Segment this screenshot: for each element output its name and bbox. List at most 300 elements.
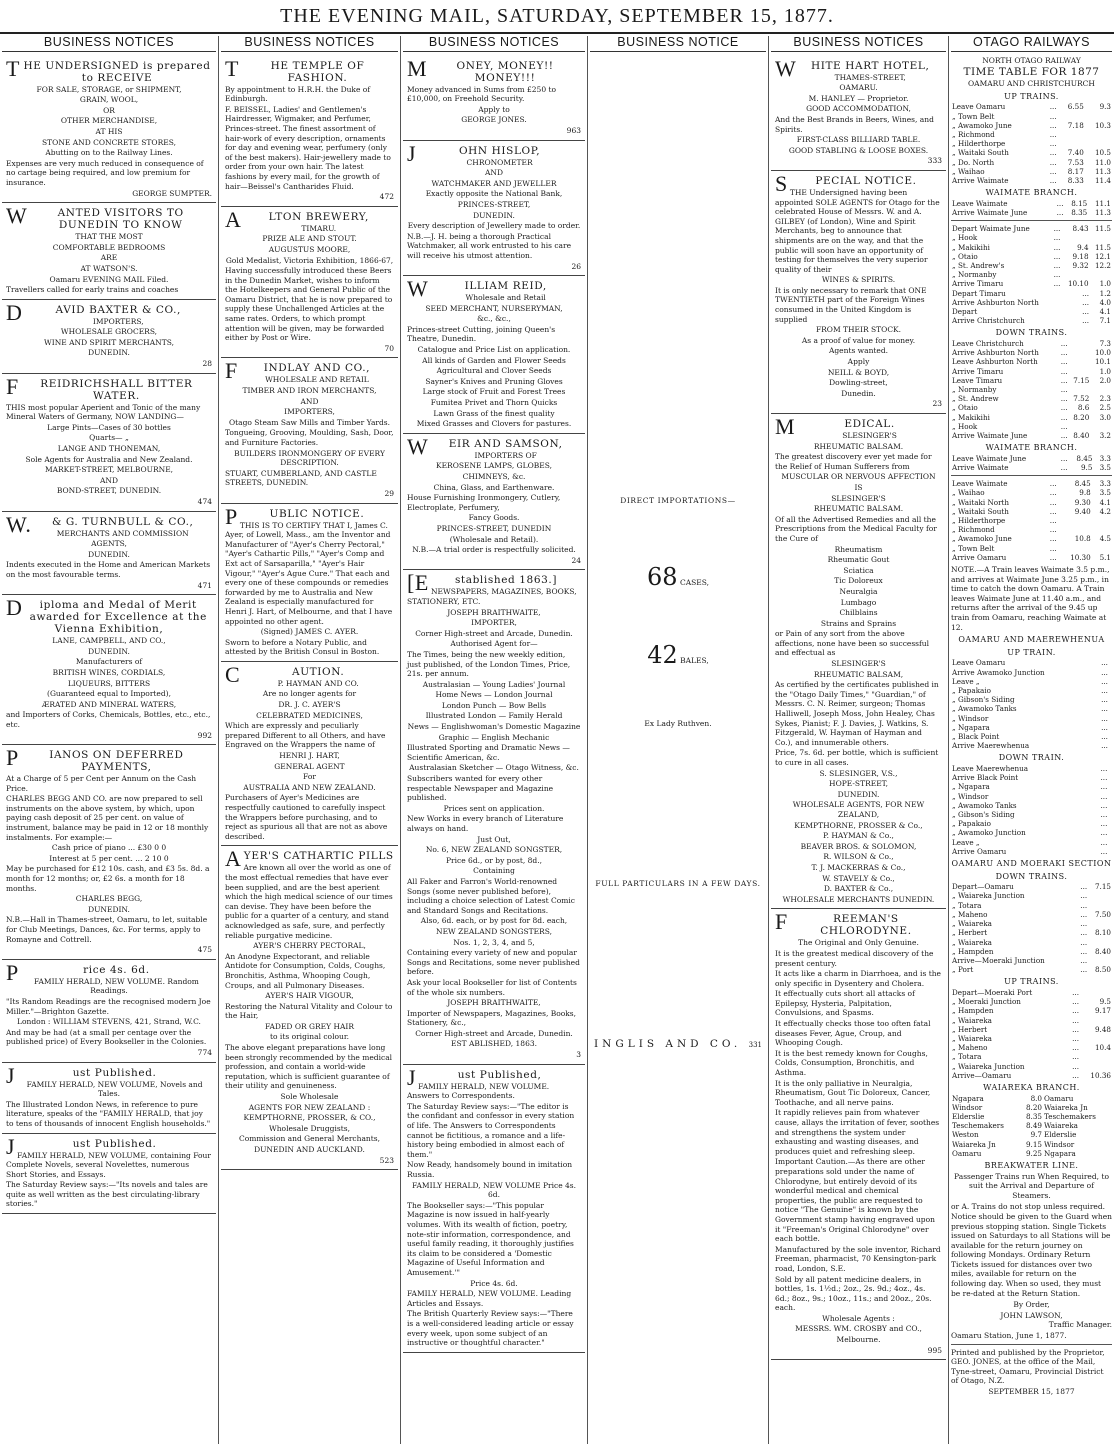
ad-line: CELEBRATED MEDICINES, bbox=[256, 710, 363, 720]
time-cell: Waiareka Jn bbox=[1044, 1102, 1088, 1112]
timetable-row bbox=[951, 928, 1112, 937]
timetable-row bbox=[951, 394, 1112, 403]
station-name: „ Herbert bbox=[952, 1024, 988, 1034]
station-name: Arrive Waimate June bbox=[952, 431, 1028, 441]
station-name: Arrive Maerewhenua bbox=[952, 741, 1030, 751]
time-cell bbox=[1108, 764, 1112, 773]
station-name: „ Makikihi bbox=[952, 412, 990, 422]
ad-line: ÆRATED AND MINERAL WATERS, bbox=[41, 699, 177, 709]
ad-line: News — Englishwoman's Domestic Magazine bbox=[407, 722, 581, 732]
time-cell: ... bbox=[1049, 552, 1057, 562]
ad-headline: PUBLIC NOTICE. bbox=[225, 503, 365, 529]
time-cell bbox=[1080, 1016, 1112, 1025]
ad-line: Agricultural and Clover Seeds bbox=[436, 366, 552, 376]
time-cell: ... bbox=[1101, 686, 1108, 696]
station-name: Arrive—Moeraki Junction bbox=[952, 955, 1045, 965]
ad-line: Lawn Grass of the finest quality bbox=[433, 408, 555, 418]
ad-line: Now Ready, handsomely bound in imitation Russia. bbox=[407, 1160, 573, 1179]
timetable-row bbox=[951, 668, 1112, 677]
time-cell bbox=[1109, 677, 1112, 686]
time-cell bbox=[1058, 139, 1085, 148]
time-cell: 8.45 bbox=[1076, 453, 1093, 463]
station-name: „ Normanby bbox=[952, 270, 997, 280]
timetable-row bbox=[951, 1140, 1112, 1149]
time-cell: ... bbox=[1053, 270, 1061, 280]
time-cell: ... bbox=[1049, 516, 1057, 526]
ad-line: (Wholesale and Retail). bbox=[449, 534, 539, 544]
christchurch-up-table bbox=[951, 224, 1112, 288]
ad-line: Also, 6d. each, or by post for 8d. each, bbox=[420, 916, 568, 926]
ad-line: Rheumatism bbox=[834, 544, 883, 554]
time-cell: 10.10 bbox=[1067, 279, 1089, 289]
ad-line: Interest at 5 per cent. ... 2 10 0 bbox=[49, 853, 169, 863]
time-cell: 8.49 bbox=[1025, 1121, 1042, 1131]
ad-line: Prices sent on application. bbox=[443, 803, 545, 813]
time-cell bbox=[1061, 233, 1089, 242]
ad-line: Illustrated Sporting and Dramatic News — Scientific American, &c. bbox=[407, 743, 570, 762]
time-cell: 8.0 bbox=[1030, 1093, 1042, 1103]
time-cell: ... bbox=[1101, 667, 1108, 677]
ad-line: PRIZE ALE AND STOUT. bbox=[262, 234, 357, 244]
ad-line: (Signed) JAMES C. AYER. bbox=[260, 627, 359, 637]
ad-headline: FREEMAN'S CHLORODYNE. bbox=[775, 909, 912, 938]
timetable-row bbox=[951, 965, 1112, 974]
ad-line: Importer of Newspapers, Magazines, Books, Stationery, &c., bbox=[407, 1008, 577, 1028]
station-name: „ Totara bbox=[952, 900, 982, 910]
ad-line: OAMARU. bbox=[839, 83, 878, 93]
ad-line: Price, 7s. 6d. per bottle, which is sufficient to cure in all cases. bbox=[775, 748, 939, 767]
ad-line: May be purchased for £12 10s. cash, and £3 5s. 8d. a month for 12 months; or, £2 6s. a month for 18 months. bbox=[6, 864, 210, 893]
ad-line: Apply bbox=[847, 357, 870, 367]
ad-line: By appointment to H.R.H. the Duke of Edinburgh. bbox=[225, 84, 371, 104]
time-cell: ... bbox=[1053, 261, 1061, 271]
time-cell: ... bbox=[1060, 421, 1068, 431]
ad-headline: Just Published, bbox=[407, 1064, 542, 1090]
time-cell bbox=[1090, 233, 1112, 242]
ad-line: NEWSPAPERS, MAGAZINES, BOOKS, STATIONERY, ETC. bbox=[407, 587, 577, 606]
ad-line: WHOLESALE MERCHANTS DUNEDIN. bbox=[782, 894, 935, 904]
ad-line: (Guaranteed equal to Imported), bbox=[47, 689, 171, 699]
station-name: „ Hook bbox=[952, 233, 978, 243]
time-cell: 10.36 bbox=[1090, 1070, 1111, 1080]
ad-line: MESSRS. WM. CROSBY and CO., bbox=[795, 1324, 922, 1334]
time-cell: ... bbox=[1080, 937, 1088, 947]
ad-number: 472 bbox=[379, 192, 394, 202]
timetable-row bbox=[951, 376, 1112, 385]
time-cell: ... bbox=[1072, 1024, 1079, 1034]
ad-line: or Pain of any sort from the above affections, none have been so successful and effectual as bbox=[775, 629, 930, 658]
ad-number: 29 bbox=[384, 488, 394, 498]
time-cell: 11.1 bbox=[1094, 198, 1111, 208]
timetable-row bbox=[951, 714, 1112, 723]
timetable-row bbox=[951, 1016, 1112, 1025]
time-cell bbox=[1069, 422, 1091, 431]
time-cell: 7.40 bbox=[1067, 148, 1084, 158]
ad-line: Oamaru EVENING MAIL Filed. bbox=[49, 274, 169, 284]
time-cell bbox=[1080, 988, 1112, 997]
ad-headline: MONEY, MONEY!! MONEY!!! bbox=[407, 55, 554, 84]
time-cell: ... bbox=[1060, 403, 1068, 413]
ad-line: Containing bbox=[473, 866, 515, 876]
time-cell: ... bbox=[1101, 732, 1108, 742]
ad-line: The greatest discovery ever yet made for the Relief of Human Sufferers from bbox=[775, 452, 932, 471]
ad-line: Money advanced in Sums from £250 to £10,000, on Freehold Security. bbox=[407, 84, 557, 104]
ad-line: Restoring the Natural Vitality and Colour to the Hair, bbox=[225, 1001, 393, 1021]
ad-line: It acts like a charm in Diarrhoea, and is the only specific in Dysentery and Cholera. bbox=[775, 969, 941, 988]
down-trains-table bbox=[951, 339, 1112, 440]
ad-line: Ask your local Bookseller for list of Contents of the whole six numbers. bbox=[407, 977, 577, 997]
timetable-row bbox=[951, 686, 1112, 695]
ad-line: N.B.—Hall in Thames-street, Oamaru, to let, suitable for Club Meetings, Dances, &c. For terms, apply to Romayne and Cottrell. bbox=[6, 915, 208, 944]
column-6-railways bbox=[951, 36, 1112, 1444]
station-name: „ Waiareka Junction bbox=[952, 891, 1025, 901]
ad-line: TIMARU. bbox=[301, 223, 337, 233]
advertisement bbox=[221, 504, 398, 662]
time-cell: 4.5 bbox=[1099, 534, 1111, 544]
time-cell: 7.1 bbox=[1099, 316, 1111, 326]
advertisement bbox=[403, 141, 585, 277]
time-cell: 8.50 bbox=[1094, 965, 1111, 975]
ad-headline: Diploma and Medal of Merit awarded for Excellence at the Vienna Exhibition, bbox=[6, 595, 207, 636]
ad-line: FAMILY HERALD, NEW VOLUME Price 4s. 6d. bbox=[411, 1180, 577, 1200]
section-title: UP TRAINS. bbox=[1004, 977, 1059, 987]
station-name: Arrive Ashburton North bbox=[952, 348, 1039, 358]
time-cell: ... bbox=[1080, 882, 1088, 892]
time-cell: ... bbox=[1080, 955, 1088, 965]
ad-line: Neuralgia bbox=[839, 586, 878, 596]
time-cell: ... bbox=[1060, 357, 1068, 367]
timetable-row bbox=[951, 732, 1112, 741]
ad-line: R. WILSON & Co., bbox=[823, 852, 894, 862]
time-cell: ... bbox=[1049, 139, 1057, 149]
time-cell bbox=[1108, 773, 1112, 782]
timetable-row bbox=[951, 348, 1112, 357]
ad-line: HENRI J. HART, bbox=[279, 751, 340, 761]
station-name: Arrive Ashburton North bbox=[952, 297, 1039, 307]
ad-line: PRINCES-STREET, DUNEDIN bbox=[436, 523, 552, 533]
time-cell bbox=[1109, 732, 1112, 741]
time-cell: 4.1 bbox=[1099, 307, 1111, 317]
ad-line: GENERAL AGENT bbox=[274, 761, 345, 771]
timetable-row bbox=[951, 1149, 1112, 1158]
timetable-row bbox=[951, 1094, 1112, 1103]
ad-line: FROM THEIR STOCK. bbox=[815, 325, 902, 335]
time-cell: 2.0 bbox=[1099, 375, 1111, 385]
advertisement bbox=[221, 662, 398, 847]
station-name: Leave Timaru bbox=[952, 375, 1003, 385]
advertisement bbox=[2, 300, 216, 374]
time-cell: ... bbox=[1072, 1070, 1079, 1080]
station-name: Depart Timaru bbox=[952, 288, 1006, 298]
ad-line: Wholesale Agents : bbox=[822, 1313, 895, 1323]
ad-headline: Just Published. bbox=[6, 1062, 157, 1088]
ad-headline: WHITE HART HOTEL, bbox=[775, 55, 930, 81]
time-cell: ... bbox=[1049, 506, 1057, 516]
ad-headline: SPECIAL NOTICE. bbox=[775, 170, 917, 196]
time-cell: 10.8 bbox=[1074, 534, 1091, 544]
bales-count: 42 bbox=[647, 641, 678, 670]
station-name: „ Otaio bbox=[952, 251, 978, 261]
station-name: Weston bbox=[952, 1130, 979, 1140]
time-cell bbox=[1069, 339, 1091, 348]
time-cell: 9.40 bbox=[1074, 506, 1091, 516]
timetable-row bbox=[951, 525, 1112, 534]
masthead-rule bbox=[0, 32, 1114, 34]
station-name: „ Waiareka bbox=[952, 1015, 992, 1025]
ad-line: AND bbox=[100, 475, 118, 485]
time-cell: 9.7 bbox=[1030, 1130, 1042, 1140]
ad-line: THAT THE MOST bbox=[75, 232, 143, 242]
ad-line: DUNEDIN AND AUCKLAND. bbox=[254, 1145, 365, 1154]
column-1 bbox=[2, 36, 216, 1444]
ad-line: and Importers of Corks, Chemicals, Bottles, etc., etc., etc. bbox=[6, 710, 211, 729]
ad-line: Corner High-street and Arcade, Dunedin. bbox=[415, 1028, 573, 1038]
time-cell: ... bbox=[1082, 307, 1090, 317]
ad-line: Nos. 1, 2, 3, 4, and 5, bbox=[453, 937, 535, 947]
station-name: Windsor bbox=[952, 1102, 983, 1112]
timetable-row bbox=[951, 224, 1112, 233]
station-name: „ Town Belt bbox=[952, 543, 995, 553]
station-name: „ Hampden bbox=[952, 1006, 994, 1016]
time-cell: ... bbox=[1072, 1061, 1079, 1071]
ad-line: SLESINGER'S bbox=[831, 493, 886, 503]
ad-line: Corner High-street and Arcade, Dunedin. bbox=[415, 628, 573, 638]
ad-line: GOOD ACCOMMODATION, bbox=[806, 104, 911, 114]
timetable-row bbox=[951, 357, 1112, 366]
time-cell: ... bbox=[1072, 987, 1079, 997]
time-cell: Waiareka bbox=[1044, 1121, 1078, 1131]
ad-line: The Times, being the new weekly edition, just published, of the London Times, Price, 21s. per annum. bbox=[407, 649, 571, 679]
ad-line: Abutting on to the Railway Lines. bbox=[45, 148, 173, 158]
time-cell bbox=[1085, 139, 1112, 148]
time-cell: 6.55 bbox=[1067, 102, 1084, 112]
ad-line: BRITISH WINES, CORDIALS, bbox=[52, 667, 166, 677]
time-cell: ... bbox=[1060, 339, 1068, 349]
time-cell bbox=[1088, 891, 1112, 900]
advertisement bbox=[403, 56, 585, 141]
ad-line: AT HIS bbox=[95, 126, 123, 136]
time-cell: 9.5 bbox=[1080, 463, 1093, 473]
ad-line: NEILL & BOYD, bbox=[827, 367, 890, 377]
ad-number: 474 bbox=[197, 497, 212, 506]
by-order: By Order, bbox=[1013, 1300, 1050, 1310]
time-cell bbox=[1109, 741, 1112, 750]
time-cell bbox=[1109, 704, 1112, 713]
ad-line: Graphic — English Mechanic bbox=[438, 732, 550, 742]
ad-line: It effectually cuts short all attacks of Epilepsy, Hysteria, Palpitation, Convulsions, and Spasms. bbox=[775, 989, 915, 1018]
timetable-row bbox=[951, 741, 1112, 750]
time-cell bbox=[1108, 819, 1112, 828]
route-title: OAMARU AND CHRISTCHURCH bbox=[968, 79, 1095, 89]
time-cell bbox=[1058, 130, 1085, 139]
time-cell: 3.3 bbox=[1099, 453, 1111, 463]
ad-line: IMPORTERS OF bbox=[474, 450, 537, 460]
manager-title: Traffic Manager. bbox=[1048, 1320, 1112, 1330]
timetable-row bbox=[951, 261, 1112, 270]
timetable-row bbox=[951, 431, 1112, 440]
timetable-row bbox=[951, 167, 1112, 176]
ad-line: Authorised Agent for— bbox=[450, 639, 538, 649]
time-cell: 7.52 bbox=[1073, 394, 1090, 404]
advertisement bbox=[2, 1134, 216, 1215]
ad-line: Strains and Sprains bbox=[820, 618, 897, 628]
ad-line: "Its Random Readings are the recognised modern Joe Miller."—Brighton Gazette. bbox=[6, 996, 211, 1016]
ad-line: And the Best Brands in Beers, Wines, and Spirits. bbox=[775, 114, 934, 134]
station-name: „ Port bbox=[952, 965, 974, 975]
ad-line: M. HANLEY — Proprietor. bbox=[808, 93, 909, 103]
time-cell: 8.6 bbox=[1077, 403, 1090, 413]
time-cell: ... bbox=[1049, 111, 1057, 121]
ad-line: DUNEDIN. bbox=[88, 348, 130, 358]
time-cell: 2.3 bbox=[1099, 394, 1111, 404]
time-cell: 11.3 bbox=[1094, 208, 1111, 217]
timetable-row bbox=[951, 773, 1112, 782]
column-5 bbox=[771, 36, 946, 1444]
ad-line: Subscribers wanted for every other respectable Newspaper and Magazine published. bbox=[407, 774, 554, 803]
ad-line: CHIMNEYS, &c. bbox=[462, 472, 526, 481]
time-cell: ... bbox=[1080, 900, 1088, 910]
time-cell: 8.43 bbox=[1072, 224, 1089, 234]
station-name: „ Awamoko Tanks bbox=[952, 800, 1017, 810]
time-cell bbox=[1069, 348, 1091, 357]
timetable-row bbox=[951, 252, 1112, 261]
column-rule bbox=[768, 36, 769, 1444]
station-name: Arrive—Oamaru bbox=[952, 1070, 1012, 1080]
station-name: Leave Waimate bbox=[952, 479, 1008, 489]
ad-line: N.B.—J. H. being a thorough Practical Watchmaker, all work entrusted to his care will receive his utmost attention. bbox=[407, 231, 572, 260]
ad-line: The Original and Only Genuine. bbox=[798, 938, 919, 948]
station-name: Arrive Awamoko Junction bbox=[952, 667, 1045, 677]
time-cell: ... bbox=[1056, 198, 1064, 208]
station-name: „ Moeraki Junction bbox=[952, 997, 1021, 1007]
ad-line: AGENTS FOR NEW ZEALAND : bbox=[248, 1102, 371, 1112]
ad-number: 333 bbox=[927, 156, 942, 166]
time-cell: ... bbox=[1049, 120, 1057, 130]
ad-line: Sold by all patent medicine dealers, in bottles, 1s. 1½d.; 2oz., 2s. 9d.; 4oz., 4s. 6d.; 8oz., 9s.; 10oz., 11s.; and 20oz., 20s. each. bbox=[775, 1274, 932, 1313]
time-cell: 9.17 bbox=[1094, 1006, 1111, 1016]
advertisement bbox=[2, 56, 216, 204]
time-cell bbox=[1109, 695, 1112, 704]
section-title: UP TRAIN. bbox=[1007, 647, 1056, 657]
ad-headline: ALTON BREWERY, bbox=[225, 206, 369, 232]
station-name: „ Papakaio bbox=[952, 819, 991, 829]
timetable-row bbox=[951, 516, 1112, 525]
time-cell bbox=[1061, 270, 1089, 279]
timetable-row bbox=[951, 723, 1112, 732]
time-cell: 8.15 bbox=[1071, 198, 1088, 208]
ad-line: Australasian Sketcher — Otago Witness, &c. bbox=[409, 763, 579, 773]
time-cell: 1.0 bbox=[1099, 279, 1111, 289]
ad-line: AND bbox=[485, 168, 503, 178]
ad-line: P. HAYMAN AND CO. bbox=[277, 678, 359, 688]
ad-line: WHOLESALE AND RETAIL bbox=[265, 375, 369, 385]
timetable-row bbox=[951, 544, 1112, 553]
advertisement bbox=[221, 846, 398, 1170]
station-name: „ Waihao bbox=[952, 166, 985, 176]
ad-line: T. J. MACKERRAS & Co., bbox=[811, 862, 906, 872]
time-cell bbox=[1069, 385, 1091, 394]
ad-line: House Furnishing Ironmongery, Cutlery, Electroplate, Perfumery, bbox=[407, 493, 561, 512]
station-name: „ Waitaki North bbox=[952, 497, 1010, 507]
time-cell: ... bbox=[1060, 375, 1068, 385]
particulars-note: FULL PARTICULARS IN A FEW DAYS. bbox=[595, 878, 761, 888]
time-cell: ... bbox=[1049, 488, 1057, 498]
ad-line: FIRST-CLASS BILLIARD TABLE. bbox=[796, 135, 921, 145]
timetable-row bbox=[951, 367, 1112, 376]
section-title: BREAKWATER LINE. bbox=[984, 1160, 1079, 1170]
ad-line: It is the only palliative in Neuralgia, Rheumatism, Gout Tic Doloreux, Cancer, Toothache, and all nerve pains. bbox=[775, 1078, 931, 1107]
time-cell: ... bbox=[1049, 534, 1057, 544]
column-3 bbox=[403, 36, 585, 1444]
station-name: „ Totara bbox=[952, 1052, 982, 1062]
ad-line: Just Out, bbox=[477, 834, 511, 844]
timetable-row bbox=[951, 1025, 1112, 1034]
station-name: „ Waiareka bbox=[952, 919, 992, 929]
ad-line: Wholesale and Retail bbox=[465, 293, 546, 303]
time-cell: ... bbox=[1100, 782, 1108, 792]
timetable-row bbox=[951, 158, 1112, 167]
ad-headline: DAVID BAXTER & CO., bbox=[6, 299, 181, 325]
station-date: Oamaru Station, June 1, 1877. bbox=[951, 1331, 1067, 1341]
ad-line: BOND-STREET, DUNEDIN. bbox=[56, 486, 162, 496]
ad-line: THIS most popular Aperient and Tonic of the many Mineral Waters of Germany, NOW LANDING— bbox=[6, 402, 201, 422]
time-cell: ... bbox=[1072, 1006, 1079, 1016]
ad-line: Manufacturers of bbox=[75, 657, 143, 667]
time-cell: ... bbox=[1080, 946, 1088, 956]
ad-line: OTHER MERCHANDISE, bbox=[60, 116, 158, 126]
advertisement bbox=[771, 414, 946, 909]
advertisement bbox=[771, 56, 946, 171]
time-cell: 9.30 bbox=[1074, 497, 1091, 507]
ad-line: DR. J. C. AYER'S bbox=[278, 700, 341, 710]
station-name: „ Hampden bbox=[952, 946, 994, 956]
ad-headline: THE TEMPLE OF FASHION. bbox=[225, 55, 365, 84]
ad-line: FAMILY HERALD, NEW VOLUME, Novels and Tales. bbox=[26, 1079, 203, 1099]
advertisement bbox=[771, 171, 946, 414]
ad-line: WHOLESALE AGENTS, FOR NEW ZEALAND, bbox=[792, 800, 925, 819]
ad-line: SEED MERCHANT, NURSERYMAN, bbox=[425, 303, 563, 313]
time-cell: ... bbox=[1060, 385, 1068, 395]
ad-line: Otago Steam Saw Mills and Timber Yards. bbox=[228, 417, 391, 427]
section-title: DOWN TRAINS. bbox=[995, 328, 1068, 338]
ad-line: Price 6d., or by post, 8d., bbox=[446, 855, 542, 865]
ad-line: MARKET-STREET, MELBOURNE, bbox=[44, 465, 174, 475]
time-cell bbox=[1109, 668, 1112, 677]
station-name: Leave Christchurch bbox=[952, 339, 1024, 349]
ad-number: 28 bbox=[202, 359, 212, 369]
time-cell: ... bbox=[1100, 819, 1108, 829]
time-cell: 8.40 bbox=[1094, 946, 1111, 956]
station-name: Leave Oamaru bbox=[952, 102, 1006, 112]
ad-line: Commission and General Merchants, bbox=[238, 1134, 380, 1144]
section-title: DOWN TRAIN. bbox=[998, 753, 1065, 763]
time-cell: 7.15 bbox=[1094, 882, 1111, 892]
advertisement bbox=[403, 434, 585, 571]
firm-number: 331 bbox=[748, 1041, 762, 1050]
station-name: Depart bbox=[952, 307, 978, 317]
time-cell: ... bbox=[1101, 676, 1108, 686]
ad-line: Quarts— „ bbox=[89, 433, 129, 443]
ad-headline: WEIR AND SAMSON, bbox=[407, 433, 563, 459]
ad-line: STONE AND CONCRETE STORES, bbox=[42, 137, 176, 147]
timetable-row bbox=[951, 847, 1112, 856]
time-cell: ... bbox=[1101, 695, 1108, 705]
time-cell: ... bbox=[1049, 176, 1057, 185]
ad-headline: THE UNDERSIGNED is prepared to RECEIVE bbox=[6, 55, 211, 84]
ad-line: LIQUEURS, BITTERS bbox=[67, 678, 151, 688]
station-name: Leave Waimate June bbox=[952, 453, 1027, 463]
ad-line: China, Glass, and Earthenware. bbox=[433, 482, 555, 492]
